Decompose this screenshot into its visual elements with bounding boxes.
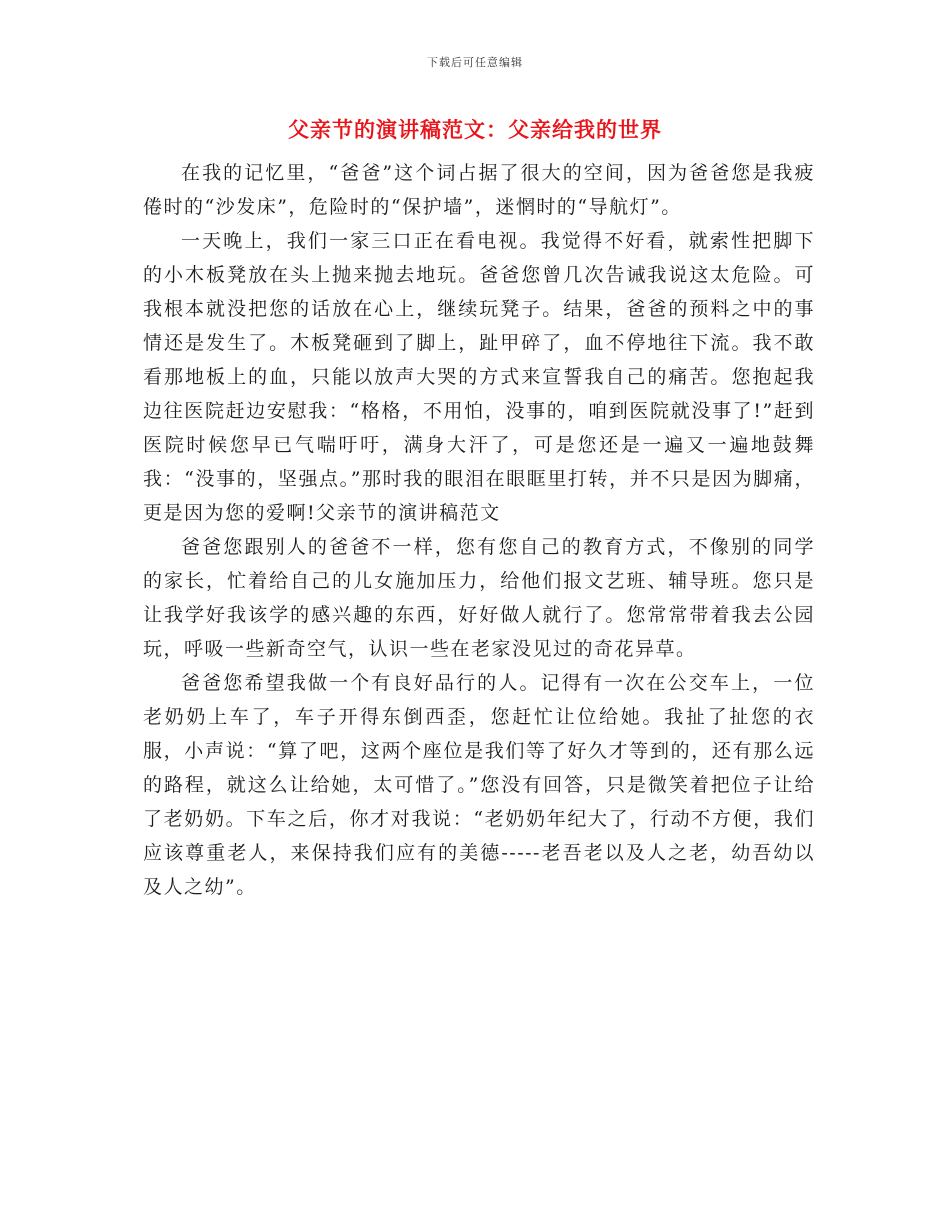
paragraph-4: 爸爸您希望我做一个有良好品行的人。记得有一次在公交车上，一位老奶奶上车了，车子开得东倒西歪，您赶忙让位给她。我扯了扯您的衣服，小声说：“算了吧，这两个座位是我们等了好久才等到的，还有那么远的路程，就这么让给她，太可惜了。”您没有回答，只是微笑着把位子让给了老奶奶。下车之后，你才对我说：“老奶奶年纪大了，行动不方便，我们应该尊重老人，来保持我们应有的美德-----老吾老以及人之老，幼吾幼以及人之幼”。 — [143, 672, 815, 898]
paragraph-3: 爸爸您跟别人的爸爸不一样，您有您自己的教育方式，不像别的同学的家长，忙着给自己的儿女施加压力，给他们报文艺班、辅导班。您只是让我学好我该学的感兴趣的东西，好好做人就行了。您常常带着我去公园玩，呼吸一些新奇空气，认识一些在老家没见过的奇花异草。 — [143, 536, 815, 660]
paragraph-1: 在我的记忆里，“爸爸”这个词占据了很大的空间，因为爸爸您是我疲倦时的“沙发床”，危险时的“保护墙”，迷惘时的“导航灯”。 — [143, 162, 815, 218]
paragraph-2: 一天晚上，我们一家三口正在看电视。我觉得不好看，就索性把脚下的小木板凳放在头上抛来抛去地玩。爸爸您曾几次告诫我说这太危险。可我根本就没把您的话放在心上，继续玩凳子。结果，爸爸的预料之中的事情还是发生了。木板凳砸到了脚上，趾甲碎了，血不停地往下流。我不敢看那地板上的血，只能以放声大哭的方式来宣誓我自己的痛苦。您抱起我边往医院赶边安慰我：“格格，不用怕，没事的，咱到医院就没事了!”赶到医院时候您早已气喘吁吁，满身大汗了，可是您还是一遍又一遍地鼓舞我：“没事的，坚强点。”那时我的眼泪在眼眶里打转，并不只是因为脚痛，更是因为您的爱啊!父亲节的演讲稿范文 — [143, 230, 815, 524]
header-note: 下载后可任意编辑 — [427, 56, 523, 69]
document-body — [143, 156, 815, 904]
document-title: 父亲节的演讲稿范文：父亲给我的世界 — [288, 117, 662, 142]
